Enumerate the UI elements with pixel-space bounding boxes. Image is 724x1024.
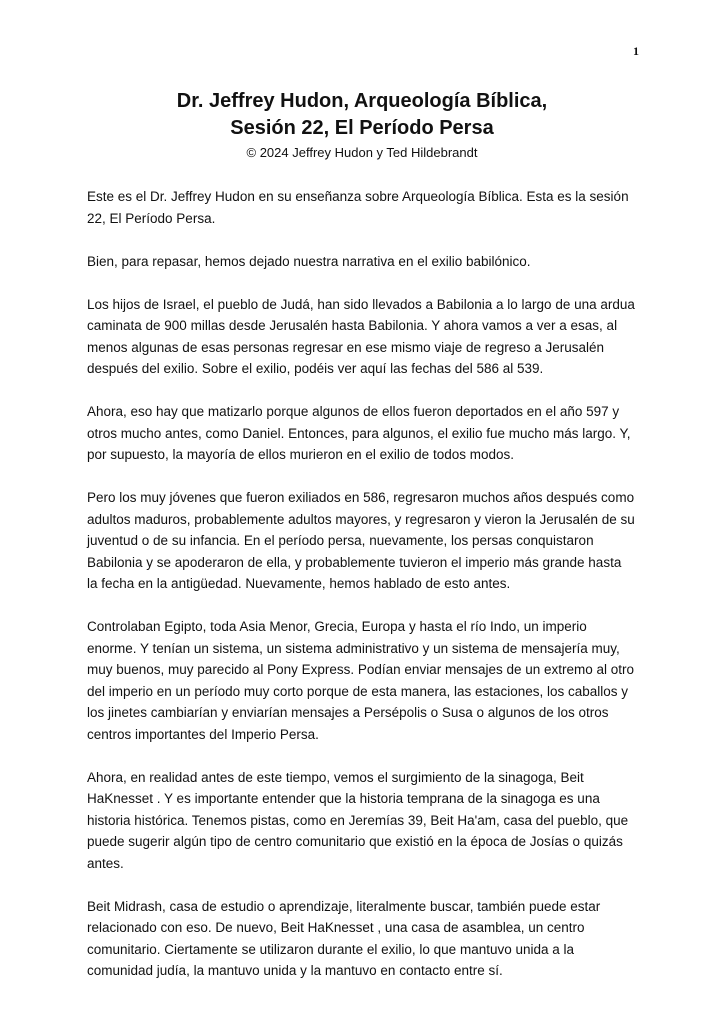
- document-title-line-1: Dr. Jeffrey Hudon, Arqueología Bíblica,: [176, 90, 548, 112]
- paragraph-beit-midrash: Beit Midrash, casa de estudio o aprendizaje, literalmente buscar, también puede estar relacionado con eso. De nuevo, Beit HaKnesset , una casa de asamblea, un centro comunitario. Ciertamente se utilizaron durante el exilio, lo que mantuvo unida a la comunidad judía, la mantuvo unida y la mantuvo en contacto entre sí.: [87, 898, 601, 978]
- document-header: [0, 88, 724, 162]
- paragraph-deportations: Ahora, eso hay que matizarlo porque algunos de ellos fueron deportados en el año 597 y otros mucho antes, como Daniel. Entonces, para algunos, el exilio fue mucho más largo. Y, por supuesto, la mayoría de ellos murieron en el exilio de todos modos.: [87, 404, 631, 462]
- paragraph-synagogue-origins: Ahora, en realidad antes de este tiempo, vemos el surgimiento de la sinagoga, Beit HaKnesset . Y es importante entender que la historia temprana de la sinagoga es una historia histórica. Tenemos pistas, como en Jeremías 39, Beit Ha'am, casa del pueblo, que puede sugerir algún tipo de centro comunitario que existió en la época de Josías o quizás antes.: [87, 769, 629, 871]
- paragraph-exile-journey: Los hijos de Israel, el pueblo de Judá, han sido llevados a Babilonia a lo largo de una ardua caminata de 900 millas desde Jerusalén hasta Babilonia. Y ahora vamos a ver a esas, al menos algunas de esas personas regresar en ese mismo viaje de regreso a Jerusalén después del exilio. Sobre el exilio, podéis ver aquí las fechas del 586 al 539.: [87, 296, 635, 376]
- paragraph-persian-empire: Controlaban Egipto, toda Asia Menor, Grecia, Europa y hasta el río Indo, un imperio enorme. Y tenían un sistema, un sistema administrativo y un sistema de mensajería muy, muy buenos, muy parecido al Pony Express. Podían enviar mensajes de un extremo al otro del imperio en un período muy corto porque de esta manera, las estaciones, los caballos y los jinetes cambiarían y enviarían mensajes a Persépolis o Susa o algunos de los otros centros importantes del Imperio Persa.: [87, 619, 635, 742]
- paragraph-persian-period: Pero los muy jóvenes que fueron exiliados en 586, regresaron muchos años después como adultos maduros, probablemente adultos mayores, y regresaron y vieron la Jerusalén de su juventud o de su infancia. En el período persa, nuevamente, los persas conquistaron Babilonia y se apoderaron de ella, y probablemente tuvieron el imperio más grande hasta la fecha en la antigüedad. Nuevamente, hemos hablado de esto antes.: [87, 490, 635, 591]
- copyright-notice: © 2024 Jeffrey Hudon y Ted Hildebrandt: [246, 145, 478, 160]
- paragraph-review: Bien, para repasar, hemos dejado nuestra narrativa en el exilio babilónico.: [87, 253, 531, 269]
- document-body: [87, 186, 635, 1003]
- document-title-line-2: Sesión 22, El Período Persa: [230, 117, 494, 139]
- paragraph-intro: Este es el Dr. Jeffrey Hudon en su enseñanza sobre Arqueología Bíblica. Esta es la sesión 22, El Período Persa.: [87, 189, 629, 226]
- page-number: 1: [633, 44, 639, 58]
